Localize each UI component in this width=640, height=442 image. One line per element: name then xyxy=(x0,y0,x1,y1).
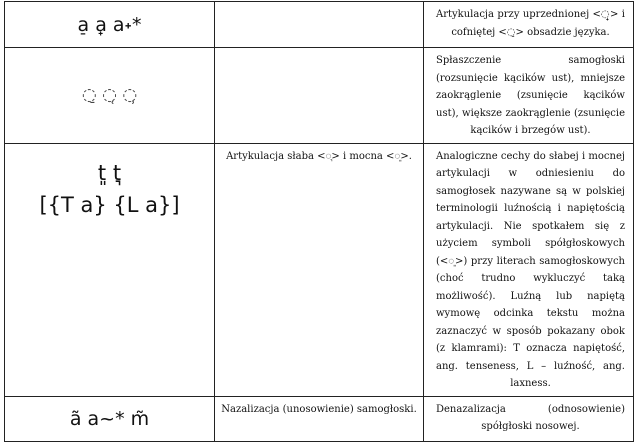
description-cell xyxy=(424,2,634,48)
description-cell xyxy=(424,143,634,396)
symbols-cell xyxy=(5,2,215,48)
middle-text: Artykulacja słaba <◌͉> i mocna <◌͈>. xyxy=(226,150,412,162)
middle-cell xyxy=(215,48,424,144)
symbols-text: ã a~* m̃ xyxy=(69,407,150,430)
symbols-text: t͈ t͉ xyxy=(97,160,122,185)
description-text: Spłaszczenie samogłoski (rozsunięcie kącików ust), mniejsze zaokrąglenie (zsunięcie kącików ust), większe zaokrąglenie (zsunięcie kącików i brzegów ust). xyxy=(436,55,625,136)
description-text: Analogiczne cechy do słabej i mocnej artykulacji w odniesieniu do samogłosek nazywane są w polskiej terminologii luźnością i napiętością artykulacji. Nie spotkałem się z użyciem symboli spółgłoskowych (<◌͈>) przy literach samogłoskowych (choć trudno wykluczyć taką możliwość). Luźną lub napiętą wymowę odcinka tekstu można zaznaczyć w sposób pokazany obok (z klamrami): T oznacza napiętość, ang. tenseness, L – luźność, ang. laxness. xyxy=(436,150,625,389)
symbols-cell xyxy=(5,48,215,144)
symbols-bracket-text: [{T a} {L a}] xyxy=(39,192,180,217)
symbols-text: ◌̠ ◌̜ ◌̹ xyxy=(81,85,138,106)
description-text: Artykulacja przy uprzednionej <◌̟> i cofniętej <◌̠> obsadzie języka. xyxy=(436,9,625,38)
middle-text xyxy=(215,2,423,10)
table-row xyxy=(5,2,634,48)
symbols-cell xyxy=(5,143,215,396)
table-row xyxy=(5,143,634,396)
middle-cell xyxy=(215,2,424,48)
description-text: Denazalizacja (odnosowienie) spółgłoski nosowej. xyxy=(436,403,625,432)
middle-cell xyxy=(215,143,424,396)
middle-text: Nazalizacja (unosowienie) samogłoski. xyxy=(221,403,417,415)
table-row xyxy=(5,396,634,441)
middle-cell xyxy=(215,396,424,441)
symbols-text: a̠ a̟ a˖* xyxy=(77,13,142,36)
description-cell xyxy=(424,396,634,441)
middle-text xyxy=(215,48,423,56)
diacritics-table xyxy=(4,1,634,442)
table-row xyxy=(5,48,634,144)
symbols-cell xyxy=(5,396,215,441)
description-cell xyxy=(424,48,634,144)
